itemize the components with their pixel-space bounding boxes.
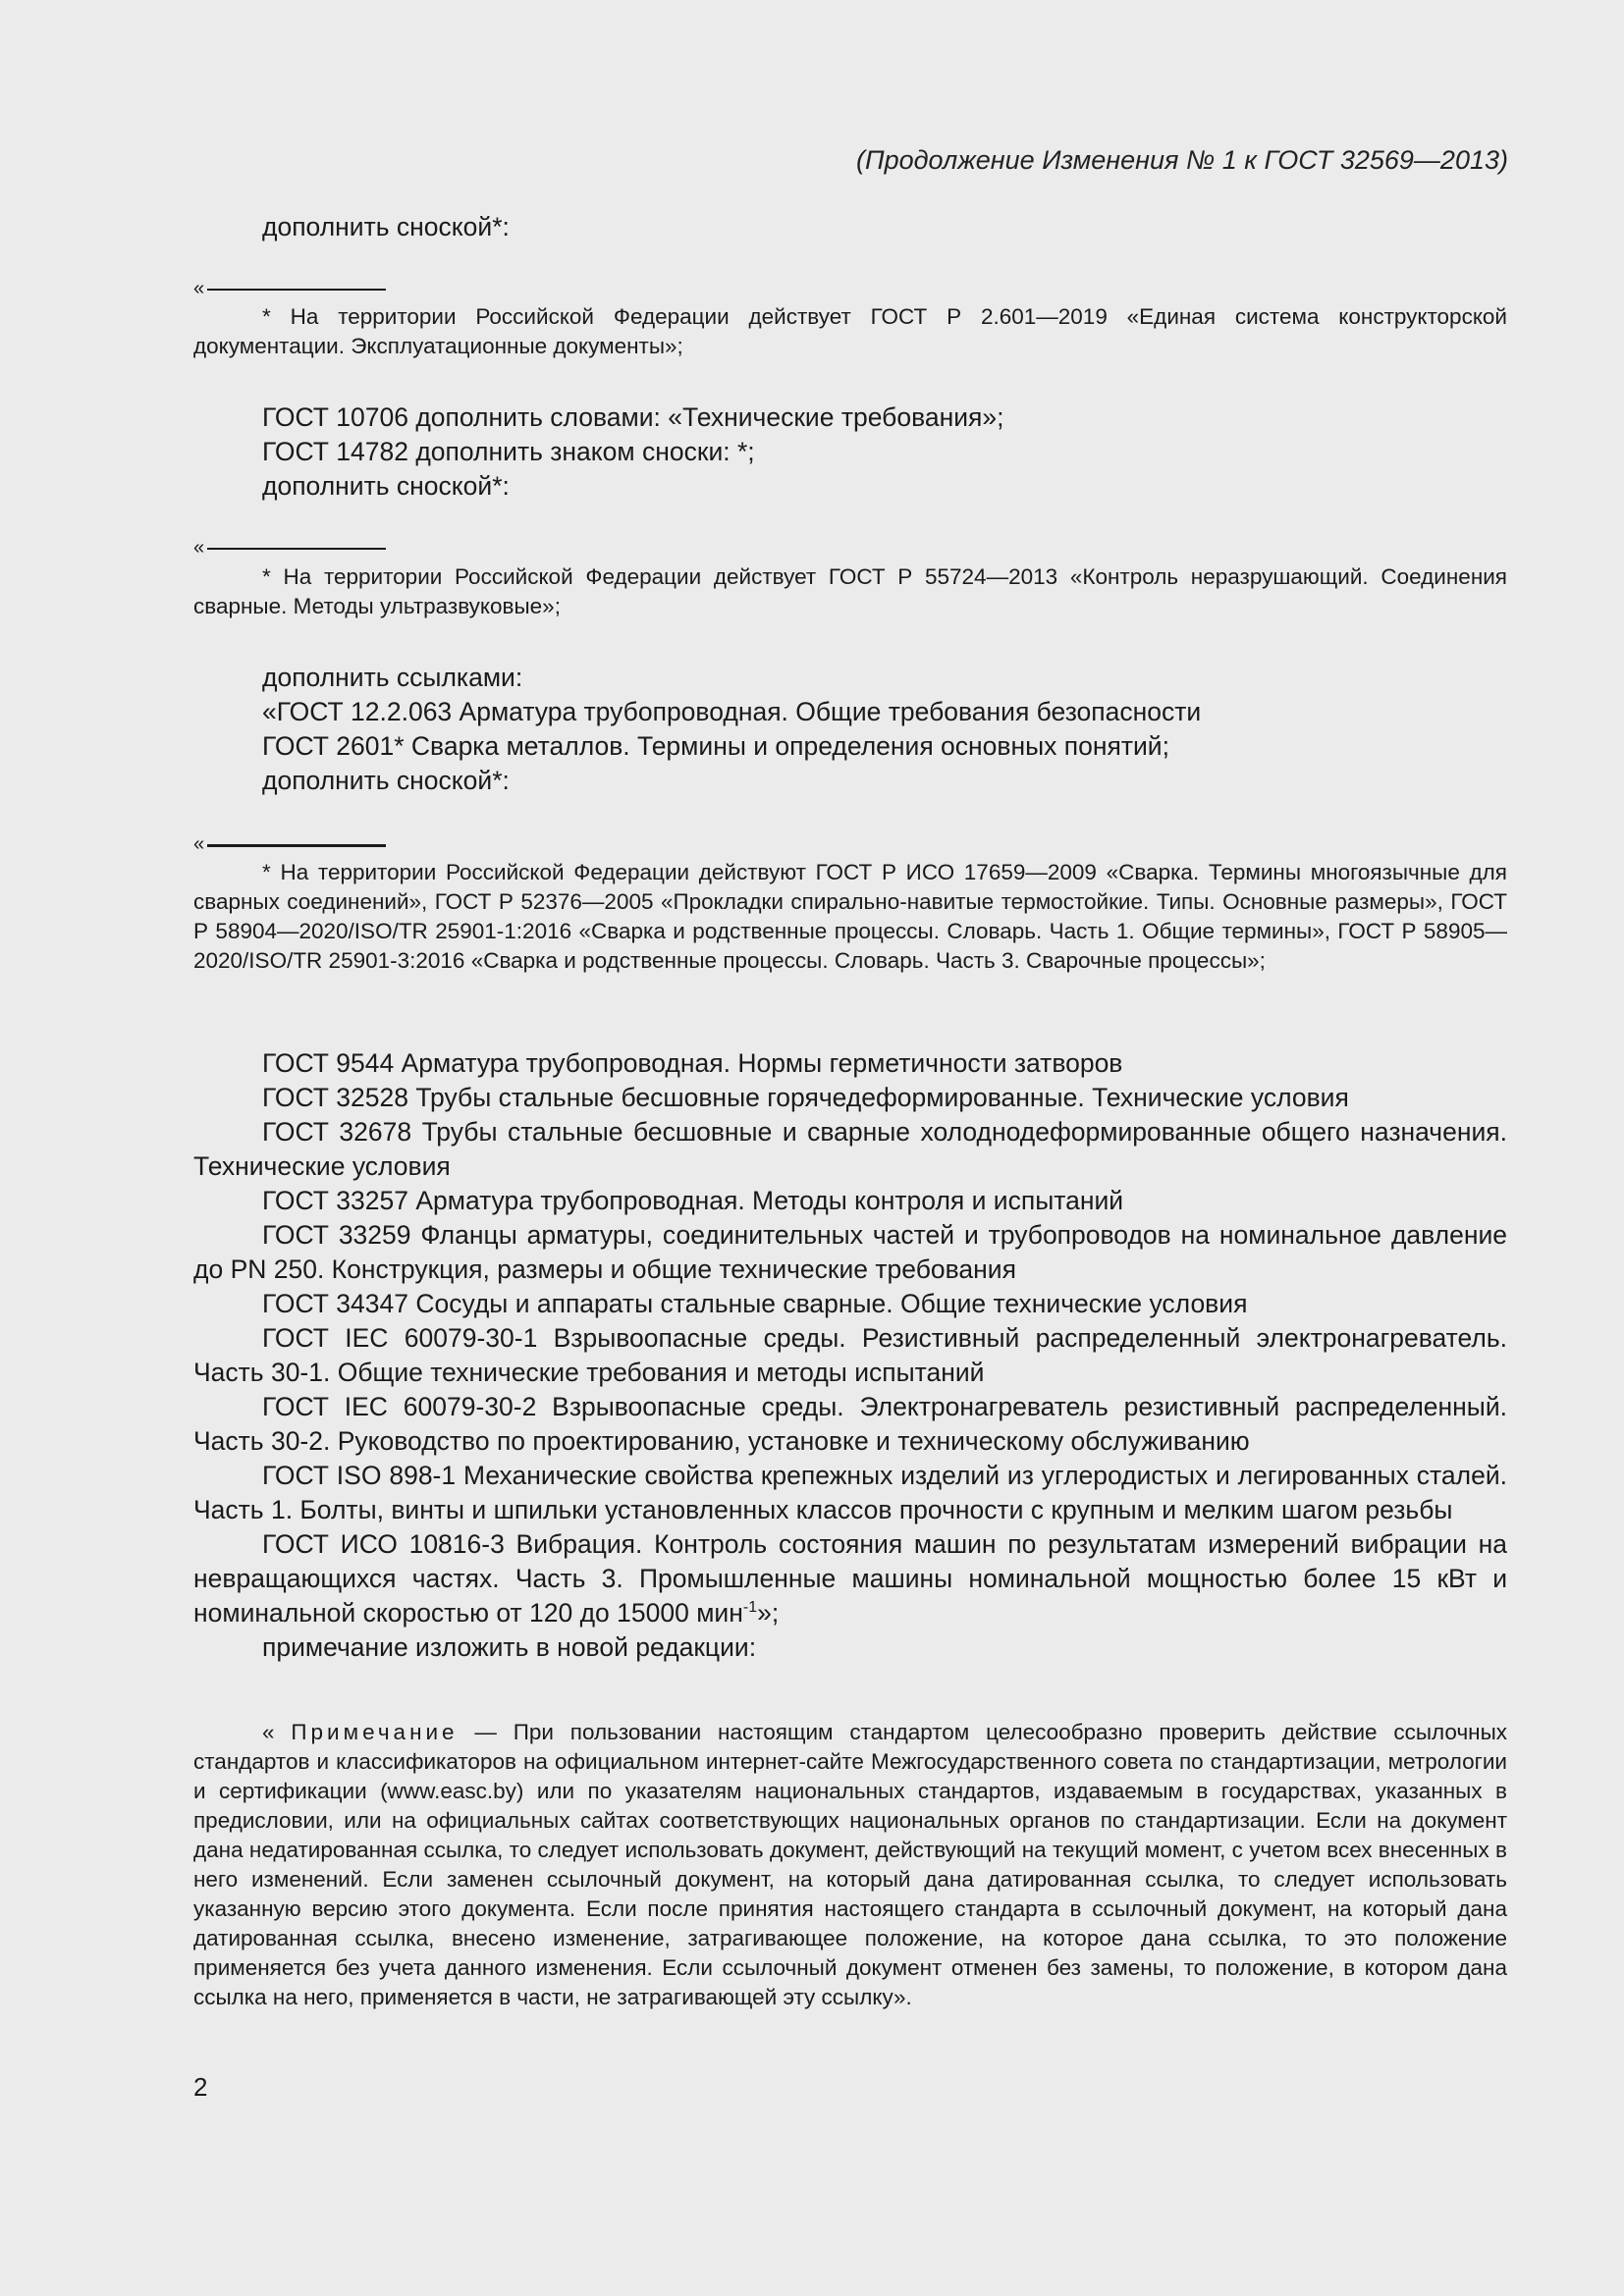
instruction-line: дополнить ссылками: xyxy=(262,663,523,692)
footnote-separator: « xyxy=(193,834,204,854)
reference-item: ГОСТ IEC 60079-30-2 Взрывоопасные среды. Электронагреватель резистивный распределенный. Часть 30-2. Руководство по проектированию, установке и техническому обслуживанию xyxy=(193,1392,1507,1456)
page-header: (Продолжение Изменения № 1 к ГОСТ 32569—2013) xyxy=(856,145,1508,175)
note-label: Примечание xyxy=(291,1720,459,1744)
instruction-line: ГОСТ 14782 дополнить знаком сноски: *; xyxy=(262,437,755,466)
instruction-line: «ГОСТ 12.2.063 Арматура трубопроводная. Общие требования безопасности xyxy=(262,697,1202,726)
instruction-line: дополнить сноской*: xyxy=(262,471,510,501)
footnote-separator: « xyxy=(193,538,204,558)
footnote-1: * На территории Российской Федерации действует ГОСТ Р 2.601—2019 «Единая система конструкторской документации. Эксплуатационные документы»; xyxy=(193,304,1507,358)
instruction-block-3 xyxy=(193,661,1507,798)
note-paragraph: « Примечание — При пользовании настоящим стандартом целесообразно проверить действие ссылочных стандартов и классификаторов на официальном интернет-сайте Межгосударственного совета по стандартизации, метрологии и сертификации (www.easc.by) или по указателям национальных стандартов, издаваемым в государствах, указанных в предисловии, или на официальных сайтах соответствующих национальных органов по стандартизации. Если на документ дана недатированная ссылка, то следует использовать документ, действующий на текущий момент, с учетом всех внесенных в него изменений. Если заменен ссылочный документ, на который дана датированная ссылка, то следует использовать указанную версию этого документа. Если после принятия настоящего стандарта в ссылочный документ, на который дана датированная ссылка, внесено изменение, затрагивающее положение, на которое дана ссылка, то это положение применяется без учета данного изменения. Если ссылочный документ отменен без замены, то положение, в котором дана ссылка на него, применяется в части, не затрагивающей эту ссылку». xyxy=(193,1720,1508,2009)
reference-item: ГОСТ ИСО 10816-3 Вибрация. Контроль состояния машин по результатам измерений вибрации на невращающихся частях. Часть 3. Промышленные машины номинальной мощностью более 15 кВт и номинальной скоростью от 120 до 15000 мин$^{-1}$»; xyxy=(193,1529,1507,1628)
instruction-line: ГОСТ 10706 дополнить словами: «Технические требования»; xyxy=(262,402,1004,432)
reference-item: ГОСТ 32528 Трубы стальные бесшовные горячедеформированные. Технические условия xyxy=(262,1083,1349,1112)
instruction-line: ГОСТ 2601* Сварка металлов. Термины и определения основных понятий; xyxy=(262,731,1169,761)
reference-item: ГОСТ 9544 Арматура трубопроводная. Нормы герметичности затворов xyxy=(262,1048,1123,1078)
instruction-line: дополнить сноской*: xyxy=(262,212,510,241)
footnote-separator: « xyxy=(193,279,204,298)
instruction-line: примечание изложить в новой редакции: xyxy=(262,1632,757,1662)
instruction-block-2 xyxy=(193,400,1507,504)
footnote-2: * На территории Российской Федерации действует ГОСТ Р 55724—2013 «Контроль неразрушающий. Соединения сварные. Методы ультразвуковые»; xyxy=(193,564,1507,618)
reference-item: ГОСТ 32678 Трубы стальные бесшовные и сварные холоднодеформированные общего назначения. Технические условия xyxy=(193,1117,1507,1181)
page-number: 2 xyxy=(193,2072,208,2102)
reference-item: ГОСТ IEC 60079-30-1 Взрывоопасные среды. Резистивный распределенный электронагреватель. Часть 30-1. Общие технические требования и методы испытаний xyxy=(193,1323,1507,1387)
reference-item: ГОСТ 33259 Фланцы арматуры, соединительных частей и трубопроводов на номинальное давление до PN 250. Конструкция, размеры и общие технические требования xyxy=(193,1220,1507,1284)
instruction-block-1 xyxy=(193,210,1507,244)
instruction-line: дополнить сноской*: xyxy=(262,766,510,795)
footnote-3: * На территории Российской Федерации действуют ГОСТ Р ИСО 17659—2009 «Сварка. Термины многоязычные для сварных соединений», ГОСТ Р 52376—2005 «Прокладки спирально-навитые термостойкие. Типы. Основные размеры», ГОСТ Р 58904—2020/ISO/TR 25901-1:2016 «Сварка и родственные процессы. Словарь. Часть 1. Общие термины», ГОСТ Р 58905—2020/ISO/TR 25901-3:2016 «Сварка и родственные процессы. Словарь. Часть 3. Сварочные процессы»; xyxy=(193,860,1507,973)
references-list xyxy=(193,1046,1507,1665)
reference-item: ГОСТ ISO 898-1 Механические свойства крепежных изделий из углеродистых и легированных сталей. Часть 1. Болты, винты и шпильки установленных классов прочности с крупным и мелким шагом резьбы xyxy=(193,1461,1507,1524)
reference-item: ГОСТ 33257 Арматура трубопроводная. Методы контроля и испытаний xyxy=(262,1186,1124,1215)
reference-item: ГОСТ 34347 Сосуды и аппараты стальные сварные. Общие технические условия xyxy=(262,1289,1248,1318)
